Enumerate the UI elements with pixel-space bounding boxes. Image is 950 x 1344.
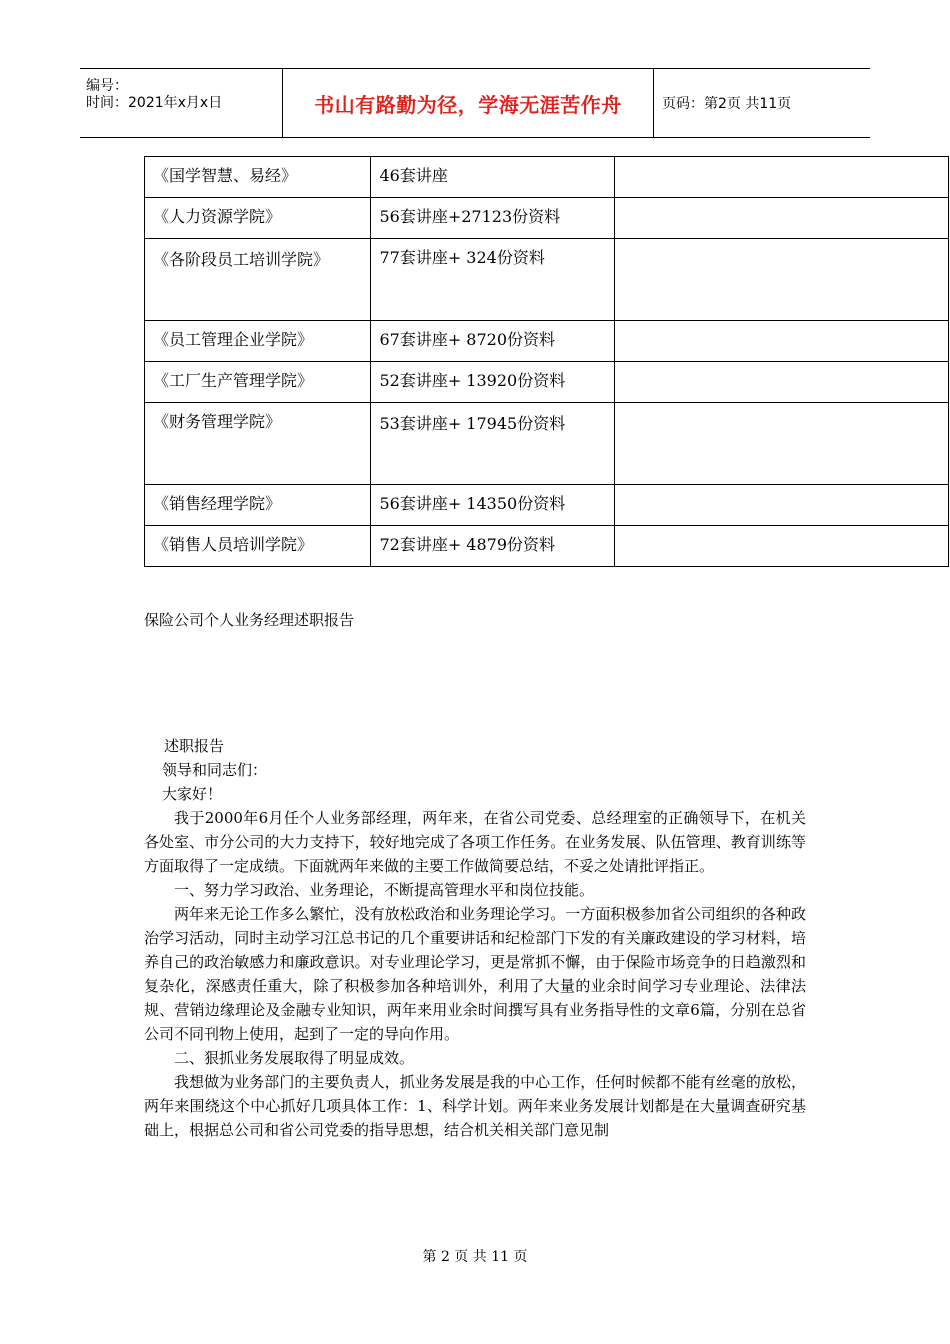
course-name-cell: 《各阶段员工培训学院》 bbox=[145, 239, 371, 321]
table-row bbox=[145, 526, 949, 567]
course-name-cell: 《国学智慧、易经》 bbox=[145, 157, 371, 198]
table-row bbox=[145, 157, 949, 198]
course-content-cell: 46套讲座 bbox=[371, 157, 615, 198]
report-body bbox=[144, 734, 806, 1142]
course-note-cell bbox=[614, 403, 948, 485]
report-paragraph: 两年来无论工作多么繁忙，没有放松政治和业务理论学习。一方面积极参加省公司组织的各种政治学习活动，同时主动学习江总书记的几个重要讲话和纪检部门下发的有关廉政建设的学习材料，培养自己的政治敏感力和廉政意识。对专业理论学习，更是常抓不懈，由于保险市场竞争的日趋激烈和复杂化，深感责任重大，除了积极参加各种培训外，利用了大量的业余时间学习专业理论、法律法规、营销边缘理论及金融专业知识，两年来用业余时间撰写具有业务指导性的文章6篇，分别在总省公司不同刊物上使用，起到了一定的导向作用。 bbox=[144, 905, 806, 1043]
report-salutation: 领导和同志们： bbox=[162, 761, 268, 779]
table-row bbox=[145, 239, 949, 321]
course-name-cell: 《销售人员培训学院》 bbox=[145, 526, 371, 567]
course-content-cell: 53套讲座+ 17945份资料 bbox=[371, 403, 615, 485]
page-footer: 第 2 页 共 11 页 bbox=[422, 1249, 528, 1265]
course-note-cell bbox=[614, 321, 948, 362]
course-note-cell bbox=[614, 157, 948, 198]
header-page-info: 页码：第2页 共11页 bbox=[662, 96, 792, 112]
document-title: 保险公司个人业务经理述职报告 bbox=[144, 611, 355, 629]
report-paragraph: 我于2000年6月任个人业务部经理，两年来，在省公司党委、总经理室的正确领导下，在机关各处室、市分公司的大力支持下，较好地完成了各项工作任务。在业务发展、队伍管理、教育训练等方面取得了一定成绩。下面就两年来做的主要工作做简要总结，不妥之处请批评指正。 bbox=[144, 809, 806, 875]
course-note-cell bbox=[614, 526, 948, 567]
table-row bbox=[145, 198, 949, 239]
course-name-cell: 《工厂生产管理学院》 bbox=[145, 362, 371, 403]
course-content-cell: 67套讲座+ 8720份资料 bbox=[371, 321, 615, 362]
course-note-cell bbox=[614, 239, 948, 321]
course-name-cell: 《人力资源学院》 bbox=[145, 198, 371, 239]
table-row bbox=[145, 321, 949, 362]
table-row bbox=[145, 362, 949, 403]
document-number-label: 编号： bbox=[86, 78, 128, 94]
report-heading: 述职报告 bbox=[164, 737, 225, 755]
course-library-table bbox=[144, 156, 949, 567]
course-name-cell: 《财务管理学院》 bbox=[145, 403, 371, 485]
course-name-cell: 《员工管理企业学院》 bbox=[145, 321, 371, 362]
report-section-heading: 一、努力学习政治、业务理论，不断提高管理水平和岗位技能。 bbox=[174, 881, 595, 899]
course-content-cell: 72套讲座+ 4879份资料 bbox=[371, 526, 615, 567]
document-time-label: 时间：2021年x月x日 bbox=[86, 95, 223, 111]
header-meta bbox=[80, 69, 283, 137]
page-header bbox=[80, 68, 870, 138]
course-name-cell: 《销售经理学院》 bbox=[145, 485, 371, 526]
report-paragraph: 我想做为业务部门的主要负责人，抓业务发展是我的中心工作，任何时候都不能有丝毫的放松，两年来围绕这个中心抓好几项具体工作：1、科学计划。两年来业务发展计划都是在大量调查研究基础上，根据总公司和省公司党委的指导思想，结合机关相关部门意见制 bbox=[144, 1073, 806, 1139]
course-content-cell: 77套讲座+ 324份资料 bbox=[371, 239, 615, 321]
report-greeting: 大家好！ bbox=[162, 785, 223, 803]
course-note-cell bbox=[614, 485, 948, 526]
table-row bbox=[145, 403, 949, 485]
course-note-cell bbox=[614, 362, 948, 403]
table-row bbox=[145, 485, 949, 526]
course-note-cell bbox=[614, 198, 948, 239]
course-content-cell: 56套讲座+27123份资料 bbox=[371, 198, 615, 239]
header-motto: 书山有路勤为径，学海无涯苦作舟 bbox=[283, 69, 654, 137]
report-section-heading: 二、狠抓业务发展取得了明显成效。 bbox=[174, 1049, 415, 1067]
course-content-cell: 56套讲座+ 14350份资料 bbox=[371, 485, 615, 526]
course-content-cell: 52套讲座+ 13920份资料 bbox=[371, 362, 615, 403]
